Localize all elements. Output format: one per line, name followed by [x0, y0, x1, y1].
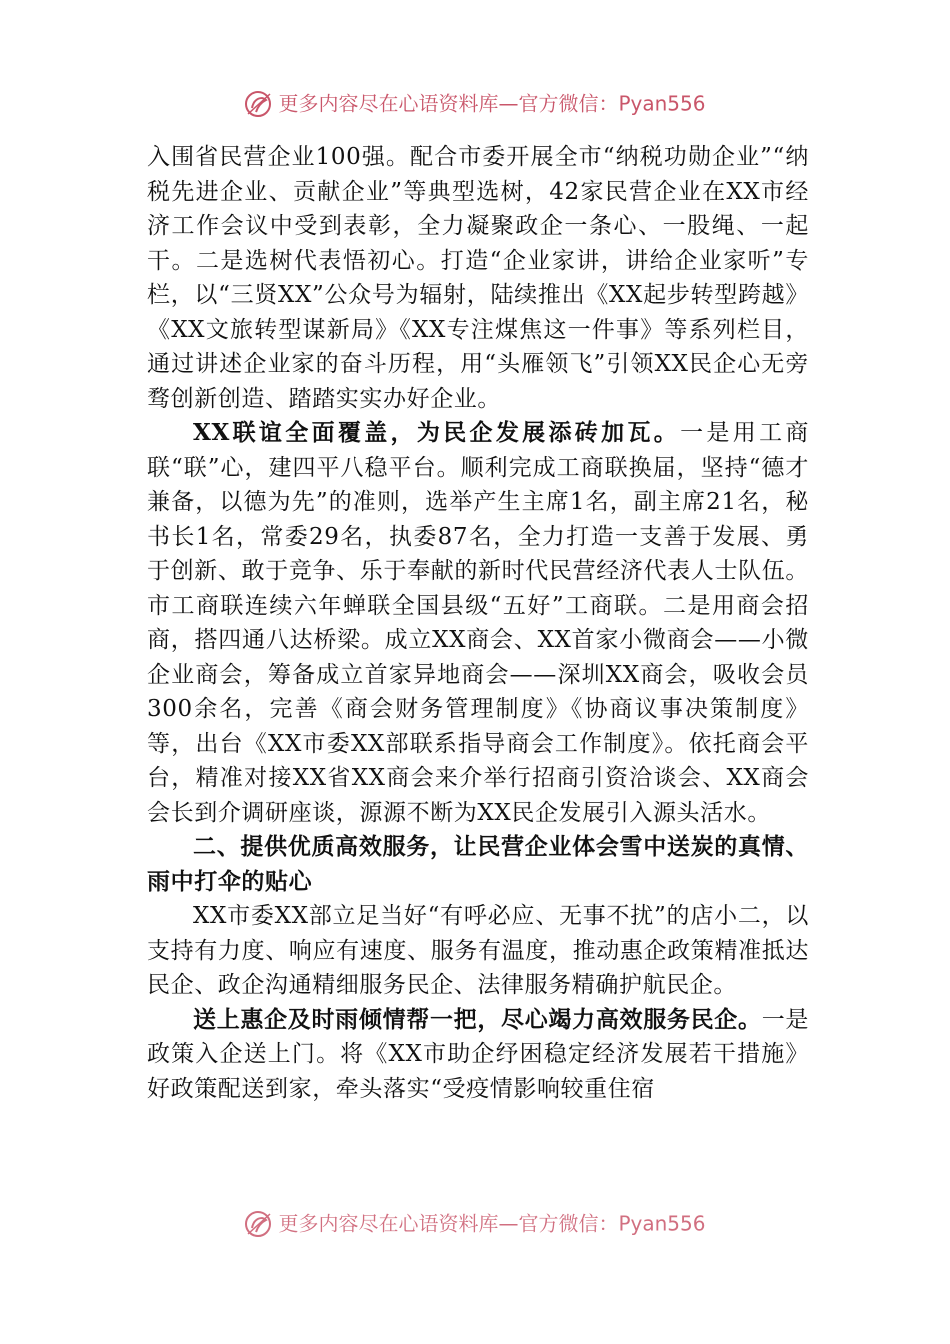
watermark-footer [0, 1208, 950, 1238]
paragraph-2-lead: XX联谊全面覆盖，为民企发展添砖加瓦。 [193, 419, 681, 446]
paragraph-3-text: XX市委XX部立足当好“有呼必应、无事不扰”的店小二，以支持有力度、响应有速度、服务有温度，推动惠企政策精准抵达民企、政企沟通精细服务民企、法律服务精确护航民企。 [147, 903, 809, 998]
paragraph-1-text: 入围省民营企业100强。配合市委开展全市“纳税功勋企业”“纳税先进企业、贡献企业”等典型选树，42家民营企业在XX市经济工作会议中受到表彰，全力凝聚政企一条心、一股绳、一起干。二是选树代表悟初心。打造“企业家讲，讲给企业家听”专栏，以“三贤XX”公众号为辐射，陆续推出《XX起步转型跨越》《XX文旅转型谋新局》《XX专注煤焦这一件事》等系列栏目，通过讲述企业家的奋斗历程，用“头雁领飞”引领XX民企心无旁骛创新创造、踏踏实实办好企业。 [147, 144, 809, 412]
paragraph-2 [147, 416, 809, 830]
paragraph-4-lead: 送上惠企及时雨倾情帮一把，尽心竭力高效服务民企。 [193, 1005, 762, 1033]
paragraph-4 [147, 1003, 809, 1107]
paragraph-1 [147, 140, 809, 416]
section-heading-text: 二、提供优质高效服务，让民营企业体会雪中送炭的真情、雨中打伞的贴心 [147, 833, 809, 895]
paragraph-4-text: 一是政策入企送上门。将《XX市助企纾困稳定经济发展若干措施》好政策配送到家，牵头落实“受疫情影响较重住宿 [147, 1006, 809, 1102]
paragraph-2-text: 一是用工商联“联”心，建四平八稳平台。顺利完成工商联换届，坚持“德才兼备，以德为先”的准则，选举产生主席1名，副主席21名，秘书长1名，常委29名，执委87名，全力打造一支善于发展、勇于创新、敢于竞争、乐于奉献的新时代民营经济代表人士队伍。市工商联连续六年蝉联全国县级“五好”工商联。二是用商会招商，搭四通八达桥梁。成立XX商会、XX首家小微商会——小微企业商会，筹备成立首家异地商会——深圳XX商会，吸收会员300余名，完善《商会财务管理制度》《协商议事决策制度》等，出台《XX市委XX部联系指导商会工作制度》。依托商会平台，精准对接XX省XX商会来介举行招商引资洽谈会、XX商会会长到介调研座谈，源源不断为XX民企发展引入源头活水。 [147, 420, 809, 826]
logo-icon [244, 1210, 274, 1238]
section-heading [147, 830, 809, 899]
paragraph-3 [147, 899, 809, 1003]
document-body [147, 140, 809, 1210]
watermark-header [0, 88, 950, 118]
logo-icon [244, 90, 274, 118]
watermark-text: 更多内容尽在心语资料库—官方微信：Pyan556 [278, 91, 706, 116]
watermark-footer-text: 更多内容尽在心语资料库—官方微信：Pyan556 [278, 1211, 706, 1236]
